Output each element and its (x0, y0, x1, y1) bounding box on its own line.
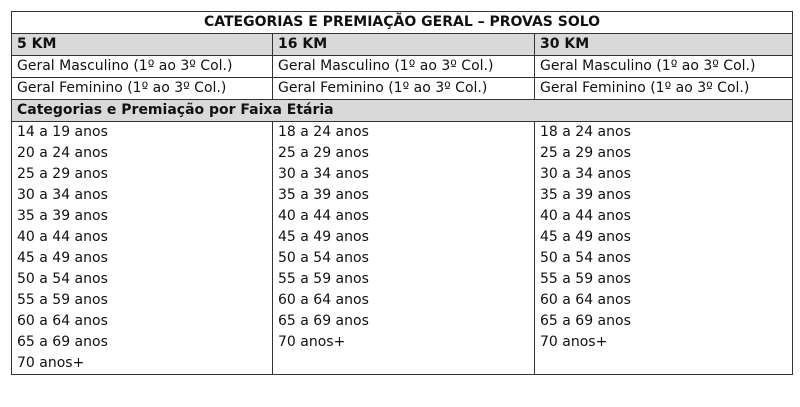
table-cell: 50 a 54 anos (12, 269, 273, 290)
table-row (12, 206, 793, 227)
table-cell: 40 a 44 anos (12, 227, 273, 248)
table-cell: 18 a 24 anos (273, 122, 535, 144)
table-cell: 25 a 29 anos (273, 143, 535, 164)
table-cell: 40 a 44 anos (535, 206, 793, 227)
table-cell: Geral Masculino (1º ao 3º Col.) (273, 56, 535, 78)
table-row (12, 311, 793, 332)
table-cell: 60 a 64 anos (12, 311, 273, 332)
table-cell: 30 a 34 anos (535, 164, 793, 185)
table-cell: 55 a 59 anos (535, 269, 793, 290)
table-cell: 30 a 34 anos (273, 164, 535, 185)
table-cell: 35 a 39 anos (535, 185, 793, 206)
table-cell: 65 a 69 anos (273, 311, 535, 332)
table-cell: 35 a 39 anos (12, 206, 273, 227)
categories-table-wrapper (11, 11, 793, 375)
table-cell: 65 a 69 anos (535, 311, 793, 332)
general-row-male (12, 56, 793, 78)
table-row (12, 122, 793, 144)
table-row (12, 227, 793, 248)
table-cell: 45 a 49 anos (12, 248, 273, 269)
table-cell: 65 a 69 anos (12, 332, 273, 353)
column-header-5km: 5 KM (12, 34, 273, 56)
table-title: CATEGORIAS E PREMIAÇÃO GERAL – PROVAS SOLO (12, 12, 793, 34)
table-row (12, 290, 793, 311)
table-cell: 70 anos+ (273, 332, 535, 353)
table-row (12, 353, 793, 375)
age-section-header-row (12, 100, 793, 122)
table-row (12, 248, 793, 269)
general-row-female (12, 78, 793, 100)
table-cell: Geral Masculino (1º ao 3º Col.) (12, 56, 273, 78)
age-section-title: Categorias e Premiação por Faixa Etária (12, 100, 793, 122)
table-cell: 30 a 34 anos (12, 185, 273, 206)
table-cell (535, 353, 793, 375)
categories-table (11, 11, 793, 375)
table-cell (273, 353, 535, 375)
table-cell: 60 a 64 anos (273, 290, 535, 311)
column-header-30km: 30 KM (535, 34, 793, 56)
table-cell: 70 anos+ (535, 332, 793, 353)
table-cell: 55 a 59 anos (273, 269, 535, 290)
table-row (12, 164, 793, 185)
table-cell: Geral Masculino (1º ao 3º Col.) (535, 56, 793, 78)
distance-header-row (12, 34, 793, 56)
table-row (12, 332, 793, 353)
column-header-16km: 16 KM (273, 34, 535, 56)
table-cell: 25 a 29 anos (12, 164, 273, 185)
table-cell: 55 a 59 anos (12, 290, 273, 311)
table-cell: 20 a 24 anos (12, 143, 273, 164)
table-cell: 60 a 64 anos (535, 290, 793, 311)
table-cell: Geral Feminino (1º ao 3º Col.) (12, 78, 273, 100)
table-cell: 18 a 24 anos (535, 122, 793, 144)
table-cell: 40 a 44 anos (273, 206, 535, 227)
table-cell: 50 a 54 anos (535, 248, 793, 269)
table-cell: 70 anos+ (12, 353, 273, 375)
table-cell: 45 a 49 anos (273, 227, 535, 248)
table-row (12, 143, 793, 164)
table-row (12, 185, 793, 206)
table-cell: Geral Feminino (1º ao 3º Col.) (273, 78, 535, 100)
table-cell: 50 a 54 anos (273, 248, 535, 269)
table-cell: 35 a 39 anos (273, 185, 535, 206)
table-cell: 45 a 49 anos (535, 227, 793, 248)
table-cell: 25 a 29 anos (535, 143, 793, 164)
table-title-row (12, 12, 793, 34)
table-cell: 14 a 19 anos (12, 122, 273, 144)
table-row (12, 269, 793, 290)
table-cell: Geral Feminino (1º ao 3º Col.) (535, 78, 793, 100)
